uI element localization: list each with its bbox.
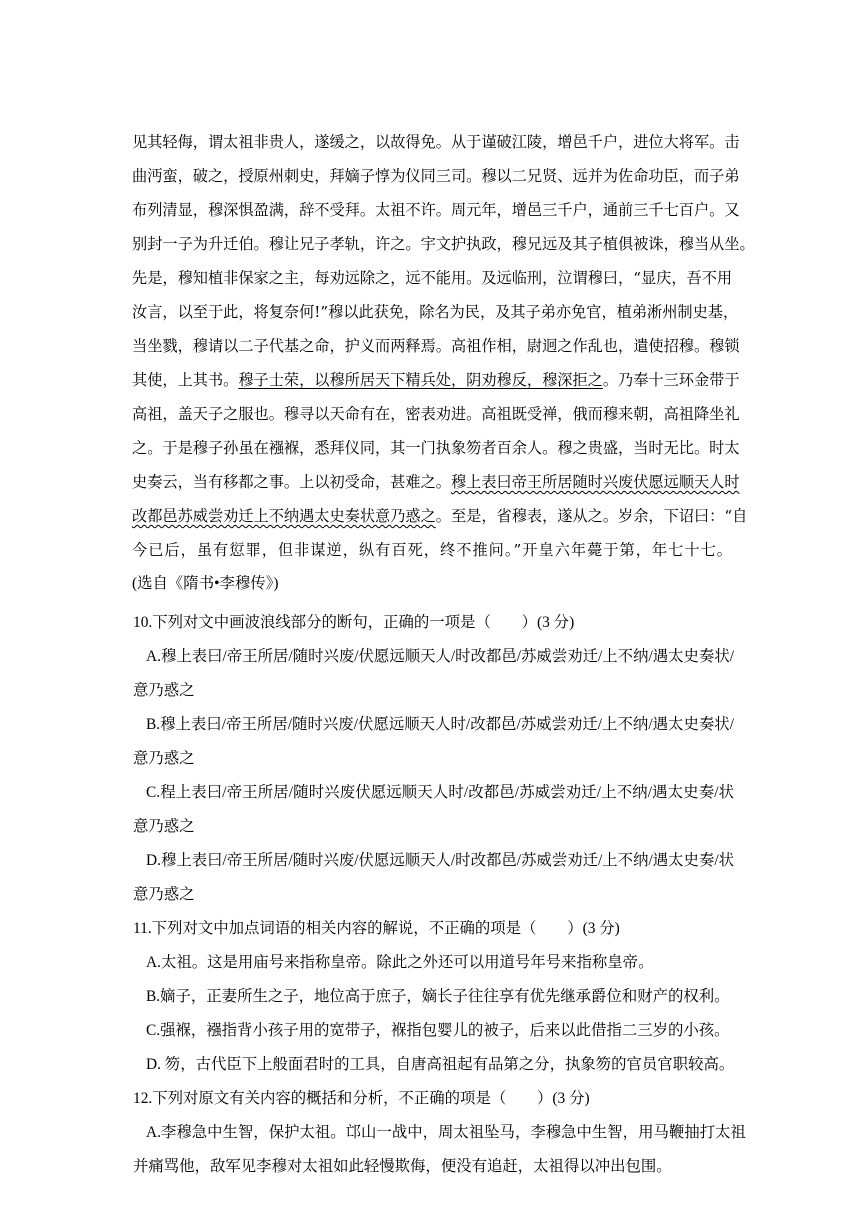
option-a: A.太祖。这是用庙号来指称皇帝。除此之外还可以用道号年号来指称皇帝。 xyxy=(146,954,654,971)
passage-line xyxy=(132,363,740,397)
option-c: C.程上表曰/帝王所居/随时兴废伏愿远顺天人时/改都邑/苏威尝劝迁/上不纳/遇太史奏/状 xyxy=(146,784,734,801)
option-a-continued: 意乃惑之 xyxy=(133,682,195,699)
question-stem: 11.下列对文中加点词语的相关内容的解说，不正确的项是（ ）(3 分) xyxy=(133,920,620,937)
passage-line: 之。于是穆子孙虽在襁褓，悉拜仪同，其一门执象笏者百余人。穆之贵盛，当时无比。时太 xyxy=(132,439,740,457)
option-b-continued: 意乃惑之 xyxy=(133,750,195,767)
option-a: A.穆上表曰/帝王所居/随时兴废/伏愿远顺天人/时改都邑/苏威尝劝迁/上不纳/遇太史奏状/ xyxy=(146,648,734,665)
wavy-underlined-phrase: 改都邑苏威尝劝迁上不纳遇太史奏状意乃惑之 xyxy=(132,507,436,525)
passage-line: 布列清显，穆深惧盈满，辞不受拜。太祖不许。周元年，增邑三千户，通前三千七百户。又 xyxy=(132,201,740,219)
option-b: B.穆上表曰/帝王所居/随时兴废/伏愿远顺天人时/改都邑/苏威尝劝迁/上不纳/遇太史奏状/ xyxy=(146,716,734,733)
passage-source: (选自《隋书•李穆传》) xyxy=(132,575,279,592)
passage-line: 别封一子为升迁伯。穆让兄子孝轨，许之。宇文护执政，穆兄远及其子植俱被诛，穆当从坐。 xyxy=(132,235,755,253)
option-c: C.强褓，襁指背小孩子用的宽带子，褓指包婴儿的被子，后来以此借指二三岁的小孩。 xyxy=(146,1022,730,1039)
passage-line: 曲沔蛮，破之，授原州刺史，拜嫡子惇为仪同三司。穆以二兄贤、远并为佐命功臣，而子弟 xyxy=(132,167,740,185)
passage-text: 史奏云，当有移都之事。上以初受命，甚难之。 xyxy=(132,473,451,491)
option-c-continued: 意乃惑之 xyxy=(133,818,195,835)
option-a-continued: 并痛骂他，敌军见李穆对太祖如此轻慢欺侮，便没有追赶，太祖得以冲出包围。 xyxy=(133,1158,672,1175)
passage-line: 当坐戮，穆请以二子代基之命，护义而两释焉。高祖作相，尉迥之作乱也，遣使招穆。穆锁 xyxy=(132,337,740,355)
passage-text: 。乃奉十三环金带于 xyxy=(602,371,740,389)
passage-line xyxy=(132,465,740,499)
option-a: A.李穆急中生智，保护太祖。邙山一战中，周太祖坠马，李穆急中生智，用马鞭抽打太祖 xyxy=(146,1124,746,1141)
passage-text: 其使，上其书。 xyxy=(132,371,239,389)
question-stem: 12.下列对原文有关内容的概括和分析，不正确的项是（ ）(3 分) xyxy=(133,1090,590,1107)
question-stem: 10.下列对文中画波浪线部分的断句，正确的一项是（ ）(3 分) xyxy=(133,614,575,631)
passage-line: 先是，穆知植非保家之主，每劝远除之，远不能用。及远临刑，泣谓穆曰，“显庆，吾不用 xyxy=(132,269,733,287)
passage-text: 。至是，省穆表，遂从之。岁余，下诏曰：“自 xyxy=(435,507,748,525)
option-d-continued: 意乃惑之 xyxy=(133,886,195,903)
passage-line: 今已后，虽有愆罪，但非谋逆，纵有百死，终不推问。”开皇六年薨于第，年七十七。 xyxy=(132,541,732,559)
underlined-phrase: 穆子士荣，以穆所居天下精兵处，阴劝穆反，穆深拒之 xyxy=(238,371,603,389)
passage-line: 高祖，盖天子之服也。穆寻以天命有在，密表劝进。高祖既受禅，俄而穆来朝，高祖降坐礼 xyxy=(132,405,740,423)
option-b: B.嫡子，正妻所生之子，地位高于庶子，嫡长子往往享有优先继承爵位和财产的权利。 xyxy=(146,988,730,1005)
option-d: D.穆上表曰/帝王所居/随时兴废/伏愿远顺天人/时改都邑/苏威尝劝迁/上不纳/遇太史奏/状 xyxy=(146,852,734,869)
wavy-underlined-phrase: 穆上表曰帝王所居随时兴废伏愿远顺天人时 xyxy=(450,473,740,491)
passage-line: 见其轻侮，谓太祖非贵人，遂缓之，以故得免。从于谨破江陵，增邑千户，进位大将军。击 xyxy=(132,133,740,151)
passage-line xyxy=(132,499,748,533)
option-d: D. 笏，古代臣下上般面君时的工具，自唐高祖起有品第之分，执象笏的官员官职较高。 xyxy=(146,1056,735,1073)
passage-line: 汝言，以至于此，将复奈何!”穆以此获免，除名为民，及其子弟亦免官，植弟淅州制史基， xyxy=(132,303,739,321)
